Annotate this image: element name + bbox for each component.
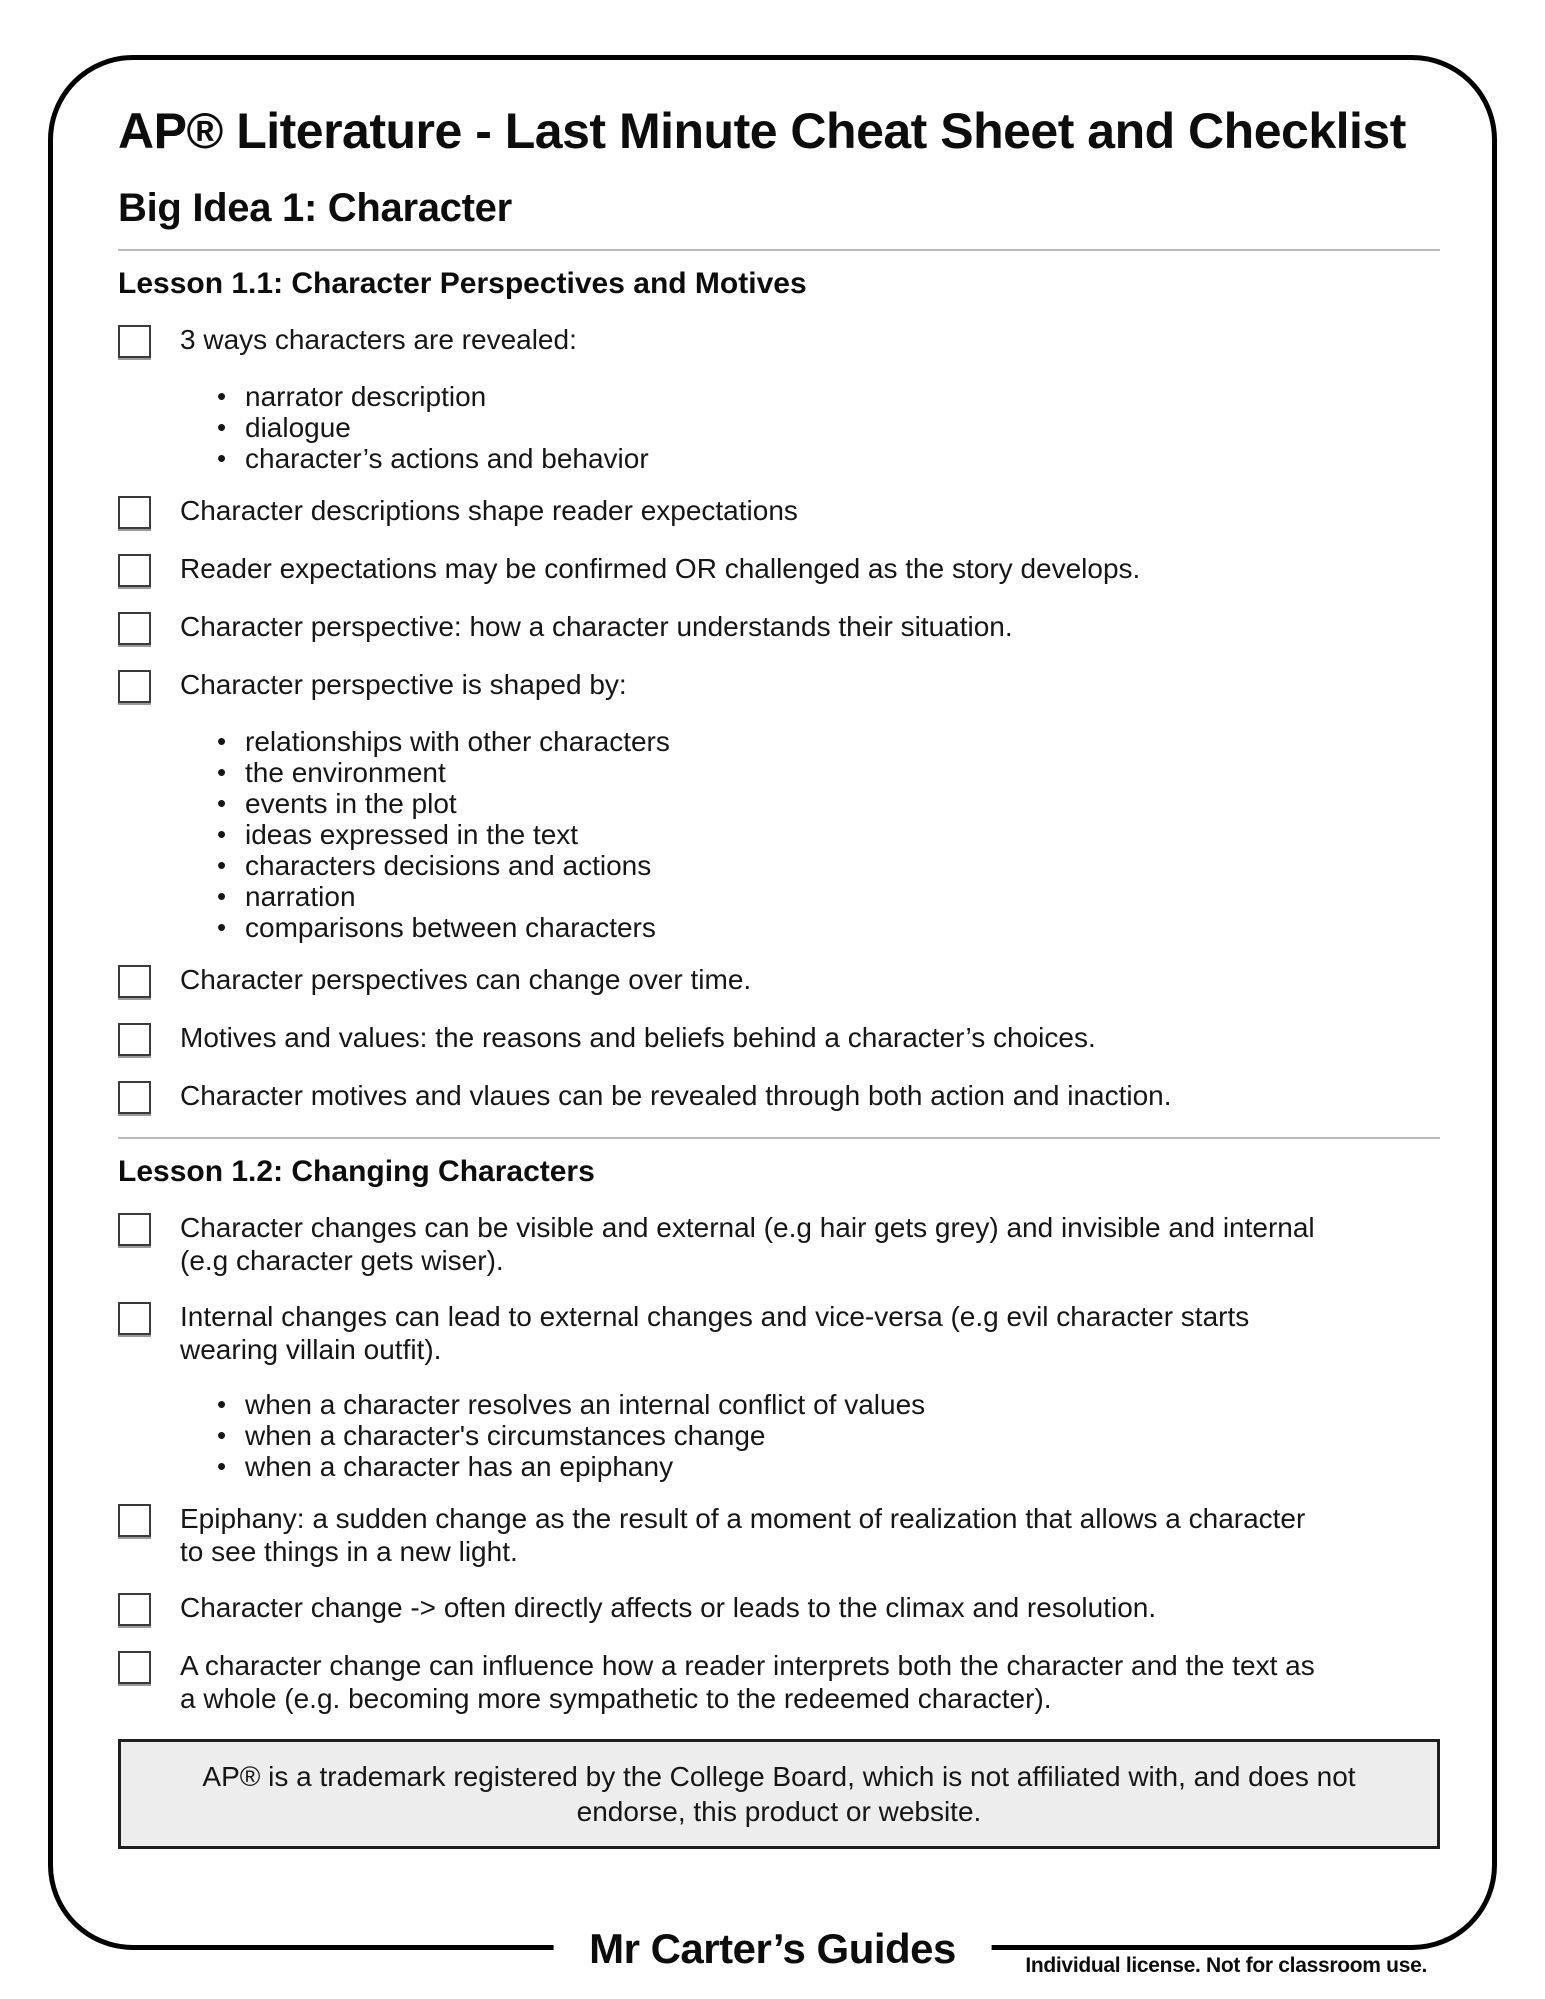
checkbox[interactable] [118,554,151,587]
disclaimer-box [118,1739,1440,1849]
checklist-item [118,552,1440,587]
checklist-item [118,1591,1440,1626]
bullet-item: • characters decisions and actions [215,850,1440,881]
checkbox[interactable] [118,670,151,703]
lesson-heading: Lesson 1.2: Changing Characters [118,1154,595,1188]
bullet-item: • when a character's circumstances change [215,1420,1440,1451]
checklist-item-label: Character motives and vlaues can be revealed through both action and inaction. [180,1079,1172,1111]
checkbox[interactable] [118,1651,151,1684]
checklist-item-label: Character descriptions shape reader expectations [180,494,798,526]
checkbox[interactable] [118,1213,151,1246]
page-content [118,102,1440,1849]
checklist-item-label: Epiphany: a sudden change as the result of a moment of realization that allows a character to see things in a new light. [180,1502,1306,1567]
bullet-list [118,726,1440,943]
checklist-item [118,1300,1440,1366]
checkbox[interactable] [118,1504,151,1537]
checklist-item [118,963,1440,998]
disclaimer-text: AP® is a trademark registered by the College Board, which is not affiliated with, and does not endorse, this product or website. [202,1760,1356,1827]
lesson-heading: Lesson 1.1: Character Perspectives and Motives [118,266,807,300]
bullet-item: • dialogue [215,412,1440,443]
checklist-item [118,1079,1440,1114]
checklist-item-label: Character perspective: how a character understands their situation. [180,610,1013,642]
checklist-item [118,610,1440,645]
bullet-item: • when a character resolves an internal conflict of values [215,1389,1440,1420]
checklist-item-label: Character changes can be visible and external (e.g hair gets grey) and invisible and internal (e.g character gets wiser). [180,1211,1315,1276]
bullet-list [118,1389,1440,1482]
checklist-item-label: Character perspectives can change over time. [180,963,752,995]
checklist-item [118,1021,1440,1056]
checklist-item [118,668,1440,703]
page-title: AP® Literature - Last Minute Cheat Sheet and Checklist [118,103,1406,159]
checklist-item-label: Character perspective is shaped by: [180,668,627,700]
sections-container [118,249,1440,1715]
checkbox[interactable] [118,1081,151,1114]
big-idea-heading: Big Idea 1: Character [118,185,512,230]
checklist-item-label: 3 ways characters are revealed: [180,323,577,355]
bullet-item: • events in the plot [215,788,1440,819]
bullet-item: • narration [215,881,1440,912]
bullet-item: • character’s actions and behavior [215,443,1440,474]
checklist-item [118,1211,1440,1277]
checklist-item [118,1649,1440,1715]
footer-license: Individual license. Not for classroom use. [1025,1954,1427,1977]
section-divider [118,1137,1440,1139]
checklist-item-label: Internal changes can lead to external changes and vice-versa (e.g evil character starts wearing villain outfit). [180,1300,1250,1365]
checkbox[interactable] [118,496,151,529]
checklist-item-label: Character change -> often directly affects or leads to the climax and resolution. [180,1591,1157,1623]
bullet-item: • comparisons between characters [215,912,1440,943]
checkbox[interactable] [118,1593,151,1626]
checkbox[interactable] [118,1023,151,1056]
checkbox[interactable] [118,1302,151,1335]
checklist-item-label: A character change can influence how a reader interprets both the character and the text as a whole (e.g. becoming more sympathetic to the redeemed character). [180,1649,1315,1714]
checklist-item-label: Motives and values: the reasons and beliefs behind a character’s choices. [180,1021,1096,1053]
bullet-item: • the environment [215,757,1440,788]
bullet-item: • ideas expressed in the text [215,819,1440,850]
checklist-item [118,494,1440,529]
footer-brand: Mr Carter’s Guides [553,1925,992,1973]
bullet-list [118,381,1440,474]
bullet-item: • when a character has an epiphany [215,1451,1440,1482]
section-divider [118,249,1440,251]
checkbox[interactable] [118,612,151,645]
bullet-item: • relationships with other characters [215,726,1440,757]
checklist-item [118,323,1440,358]
checkbox[interactable] [118,325,151,358]
checkbox[interactable] [118,965,151,998]
checklist-item-label: Reader expectations may be confirmed OR challenged as the story develops. [180,552,1141,584]
checklist-item [118,1502,1440,1568]
bullet-item: • narrator description [215,381,1440,412]
